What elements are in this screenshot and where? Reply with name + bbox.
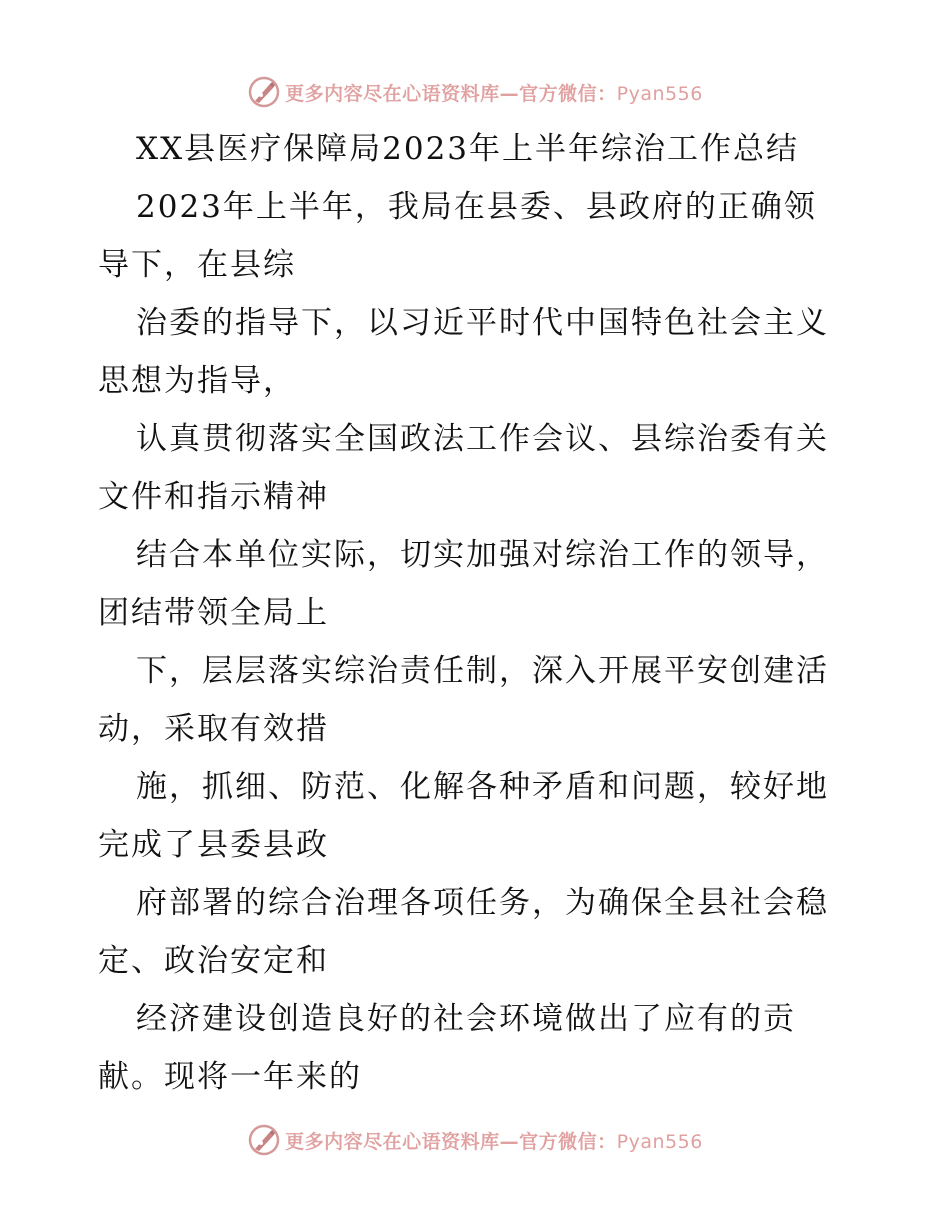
paragraph-line: 施，抓细、防范、化解各种矛盾和问题，较好地 — [136, 769, 829, 805]
watermark-text: 更多内容尽在心语资料库—官方微信：Pyan556 — [285, 1130, 703, 1153]
paragraph-line: 结合本单位实际，切实加强对综治工作的领导， — [136, 537, 829, 573]
paragraph-line: 团结带领全局上 — [98, 595, 329, 631]
watermark-footer — [0, 1120, 950, 1160]
watermark-text: 更多内容尽在心语资料库—官方微信：Pyan556 — [285, 82, 703, 105]
paragraph-line: 治委的指导下，以习近平时代中国特色社会主义 — [136, 305, 829, 341]
paragraph-line: 思想为指导， — [98, 363, 296, 399]
paragraph-line: 府部署的综合治理各项任务，为确保全县社会稳 — [136, 885, 829, 921]
paragraph-line: 定、政治安定和 — [98, 943, 329, 979]
pen-logo-icon — [247, 75, 281, 109]
paragraph-line: 献。现将一年来的 — [98, 1059, 362, 1095]
pen-logo-icon — [247, 1123, 281, 1157]
document-title: XX县医疗保障局2023年上半年综治工作总结 — [136, 131, 800, 167]
paragraph-line: 动，采取有效措 — [98, 711, 329, 747]
paragraph-line: 下，层层落实综治责任制，深入开展平安创建活 — [136, 653, 829, 689]
paragraph-line: 完成了县委县政 — [98, 827, 329, 863]
document-body — [98, 120, 858, 1106]
paragraph-line: 认真贯彻落实全国政法工作会议、县综治委有关 — [136, 421, 829, 457]
paragraph-line: 文件和指示精神 — [98, 479, 329, 515]
paragraph-line: 导下，在县综 — [98, 247, 296, 283]
paragraph-line: 经济建设创造良好的社会环境做出了应有的贡 — [136, 1001, 796, 1037]
watermark-header — [0, 72, 950, 112]
paragraph-line: 2023年上半年，我局在县委、县政府的正确领 — [136, 189, 817, 225]
